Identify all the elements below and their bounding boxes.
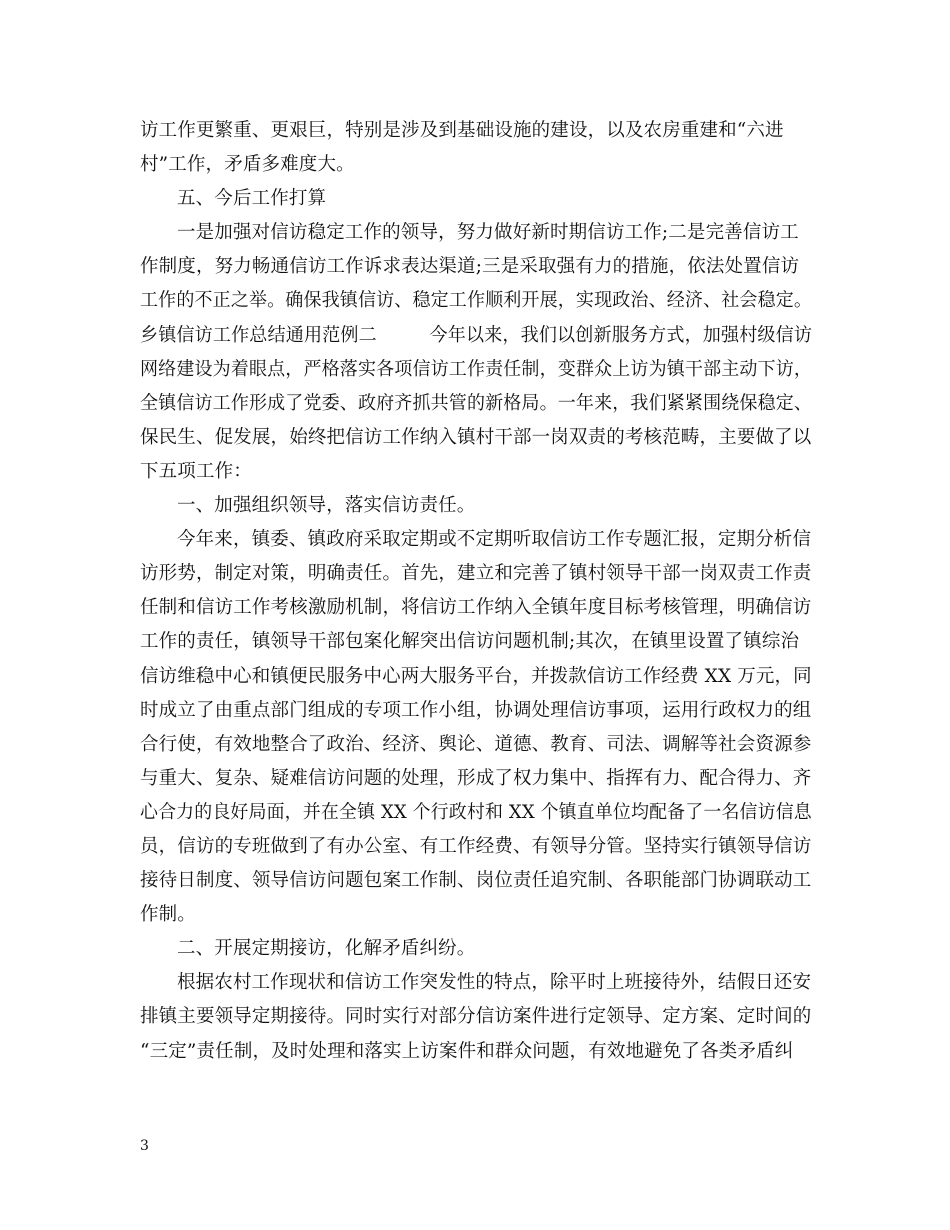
text-line: 下五项工作： bbox=[140, 460, 252, 482]
text-line: 时成立了由重点部门组成的专项工作小组，协调处理信访事项，运用行政权力的组 bbox=[140, 699, 812, 721]
text-line: 工作的责任，镇领导干部包案化解突出信访问题机制;其次，在镇里设置了镇综治 bbox=[140, 631, 800, 653]
text-line: 访工作更繁重、更艰巨，特别是涉及到基础设施的建设，以及农房重建和“六进 bbox=[140, 120, 784, 141]
text-line: 信访维稳中心和镇便民服务中心两大服务平台，并拨款信访工作经费 XX 万元，同 bbox=[140, 665, 812, 687]
text-line: 作制度，努力畅通信访工作诉求表达渠道;三是采取强有力的措施，依法处置信访 bbox=[140, 256, 800, 278]
text-line: 心合力的良好局面，并在全镇 XX 个行政村和 XX 个镇直单位均配备了一名信访信息 bbox=[140, 801, 812, 823]
text-line: 根据农村工作现状和信访工作突发性的特点，除平时上班接待外，结假日还安 bbox=[177, 972, 812, 994]
text-line: 村”工作，矛盾多难度大。 bbox=[140, 154, 355, 176]
section-heading: 一、加强组织领导，落实信访责任。 bbox=[177, 495, 476, 517]
body-text bbox=[140, 114, 812, 1069]
text-line: 保民生、促发展，始终把信访工作纳入镇村干部一岗双责的考核范畴，主要做了以 bbox=[140, 426, 812, 448]
article-title: 乡镇信访工作总结通用范例二 bbox=[140, 324, 377, 346]
page-number: 3 bbox=[140, 1138, 149, 1154]
text-line: 任制和信访工作考核激励机制，将信访工作纳入全镇年度目标考核管理，明确信访 bbox=[140, 597, 812, 619]
text-line: 一是加强对信访稳定工作的领导，努力做好新时期信访工作;二是完善信访工 bbox=[177, 222, 799, 244]
text-line: 全镇信访工作形成了党委、政府齐抓共管的新格局。一年来，我们紧紧围绕保稳定、 bbox=[140, 392, 813, 414]
text-line: 员，信访的专班做到了有办公室、有工作经费、有领导分管。坚持实行镇领导信访 bbox=[140, 835, 812, 857]
text-line: 与重大、复杂、疑难信访问题的处理，形成了权力集中、指挥有力、配合得力、齐 bbox=[140, 767, 812, 789]
text-line: 今年来，镇委、镇政府采取定期或不定期听取信访工作专题汇报，定期分析信 bbox=[177, 529, 812, 551]
text-line: 工作的不正之举。确保我镇信访、稳定工作顺利开展，实现政治、经济、社会稳定。 bbox=[140, 290, 813, 312]
text-line: 排镇主要领导定期接待。同时实行对部分信访案件进行定领导、定方案、定时间的 bbox=[140, 1006, 812, 1028]
text-line: 访形势，制定对策，明确责任。首先，建立和完善了镇村领导干部一岗双责工作责 bbox=[140, 563, 812, 585]
text-line: “三定”责任制，及时处理和落实上访案件和群众问题，有效地避免了各类矛盾纠 bbox=[140, 1040, 794, 1062]
text-run: 今年以来，我们以创新服务方式，加强村级信访 bbox=[429, 324, 813, 346]
section-heading: 五、今后工作打算 bbox=[177, 188, 327, 210]
text-line: 合行使，有效地整合了政治、经济、舆论、道德、教育、司法、调解等社会资源参 bbox=[140, 733, 812, 755]
text-line: 作制。 bbox=[140, 904, 196, 926]
text-line bbox=[140, 319, 813, 353]
section-heading: 二、开展定期接访，化解矛盾纠纷。 bbox=[177, 938, 476, 960]
text-line: 接待日制度、领导信访问题包案工作制、岗位责任追究制、各职能部门协调联动工 bbox=[140, 870, 812, 892]
text-line: 网络建设为着眼点，严格落实各项信访工作责任制，变群众上访为镇干部主动下访， bbox=[140, 358, 813, 380]
